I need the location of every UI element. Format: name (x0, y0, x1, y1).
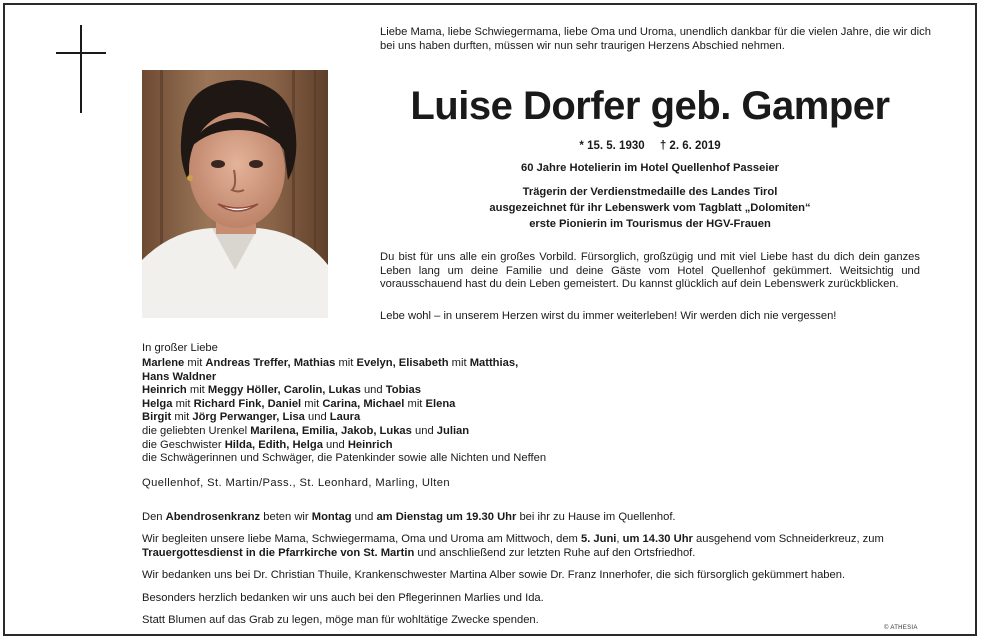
farewell-text: Lebe wohl – in unserem Herzen wirst du immer weiterleben! Wir werden dich nie vergessen! (380, 310, 837, 322)
text-run: und (411, 424, 437, 437)
places-line: Quellenhof, St. Martin/Pass., St. Leonhard, Marling, Ulten (142, 477, 451, 489)
family-line (142, 357, 622, 371)
name-run: Hilda, Edith, Helga (224, 438, 323, 451)
family-line (142, 452, 622, 466)
family-heading: In großer Liebe (142, 342, 218, 354)
text-run: Wir begleiten unsere liebe Mama, Schwiegermama, Oma und Uroma am Mittwoch, dem (142, 533, 581, 545)
name-run: Heinrich (347, 438, 393, 451)
name-run: Trauergottesdienst in die Pfarrkirche von St. Martin (142, 546, 415, 559)
name-run: Hans Waldner (142, 370, 217, 383)
text-run: die Geschwister (142, 438, 225, 451)
text-run: mit (448, 357, 470, 369)
text-run: beten wir (260, 511, 312, 523)
family-line (142, 439, 622, 453)
name-run: 5. Juni (580, 533, 617, 545)
text-run: mit (171, 411, 193, 424)
publisher-credit: © ATHESIA (884, 625, 918, 631)
name-run: Abendrosenkranz (165, 511, 261, 523)
portrait-photo (142, 70, 328, 318)
text-run: bei ihr zu Hause im Quellenhof. (516, 511, 676, 523)
name-run: Meggy Höller, Carolin, Lukas (207, 384, 361, 397)
text-run: die Schwägerinnen und Schwäger, die Patenkinder sowie alle Nichten und Neffen (142, 452, 547, 465)
name-run: am Dienstag um 19.30 Uhr (376, 511, 517, 523)
family-line (142, 425, 622, 439)
name-run: Andreas Treffer, Mathias (205, 357, 336, 369)
text-run: mit (335, 357, 357, 369)
text-run: mit (172, 397, 194, 410)
name-run: Laura (329, 411, 361, 424)
family-line (142, 384, 622, 398)
rosary-notice (142, 511, 932, 525)
text-run: und (360, 384, 386, 397)
text-run: und (322, 438, 348, 451)
text-run: mit (301, 397, 323, 410)
cross-icon-bar (56, 52, 106, 54)
thanks-caregivers: Besonders herzlich bedanken wir uns auch bei den Pflegerinnen Marlies und Ida. (142, 592, 544, 604)
text-run: die geliebten Urenkel (142, 424, 251, 437)
donation-request: Statt Blumen auf das Grab zu legen, möge man für wohltätige Zwecke spenden. (142, 614, 539, 626)
family-line (142, 371, 622, 385)
intro-text: Liebe Mama, liebe Schwiegermama, liebe Oma und Uroma, unendlich dankbar für die vielen Jahre, die wir dich bei uns haben durften, müssen wir nun sehr traurigen Herzens Abschied nehmen. (380, 26, 931, 52)
name-run: Matthias, (469, 357, 519, 369)
cross-icon (80, 25, 82, 113)
name-run: Elena (425, 397, 456, 410)
thanks-doctors: Wir bedanken uns bei Dr. Christian Thuile, Krankenschwester Martina Alber sowie Dr. Franz Innerhofer, die sich fürsorglich gekümmert haben. (142, 569, 846, 581)
name-run: Heinrich (142, 384, 187, 397)
family-list (142, 357, 622, 466)
text-run: und (351, 511, 377, 523)
deceased-name: Luise Dorfer geb. Gamper (410, 84, 890, 128)
name-run: Birgit (142, 411, 172, 424)
text-run: mit (186, 384, 208, 397)
honor-line: erste Pionierin im Tourismus der HGV-Frauen (529, 218, 771, 230)
name-run: Julian (436, 424, 470, 437)
name-run: Helga (142, 397, 173, 410)
name-run: Richard Fink, Daniel (193, 397, 302, 410)
name-run: Marilena, Emilia, Jakob, Lukas (250, 424, 412, 437)
text-run: und anschließend zur letzten Ruhe auf den Ortsfriedhof. (414, 546, 696, 559)
tribute-text: Du bist für uns alle ein großes Vorbild. Fürsorglich, großzügig und mit viel Liebe hast du dich dein ganzes Leben lang um deine Familie und deine Gäste vom Hotel Quellenhof gekümmert. Weitsichtig und vorausschauend hast du dein Leben gemeistert. Du kannst glücklich auf dein Lebenswerk zurückblicken. (380, 251, 920, 291)
name-run: um 14.30 Uhr (622, 533, 693, 545)
text-run: mit (404, 397, 426, 410)
career-line: 60 Jahre Hotelierin im Hotel Quellenhof Passeier (520, 162, 780, 174)
name-run: Marlene (142, 357, 185, 369)
name-run: Montag (311, 511, 352, 523)
life-dates (380, 140, 920, 152)
honor-line: Trägerin der Verdienstmedaille des Landes Tirol (522, 186, 778, 198)
text-run: , (616, 533, 623, 545)
family-line (142, 398, 622, 412)
birth-date: * 15. 5. 1930 (579, 140, 645, 152)
name-run: Tobias (385, 384, 421, 397)
text-run: ausgehend vom Schneiderkreuz, zum (692, 533, 884, 545)
name-run: Carina, Michael (322, 397, 405, 410)
name-run: Jörg Perwanger, Lisa (192, 411, 305, 424)
funeral-service-notice (142, 533, 932, 560)
text-run: mit (184, 357, 206, 369)
honors (380, 184, 920, 232)
text-run: und (304, 411, 330, 424)
family-line (142, 411, 622, 425)
text-run: Den (142, 511, 166, 523)
name-run: Evelyn, Elisabeth (356, 357, 449, 369)
death-date: † 2. 6. 2019 (659, 140, 721, 152)
honor-line: ausgezeichnet für ihr Lebenswerk vom Tagblatt „Dolomiten“ (489, 202, 811, 214)
